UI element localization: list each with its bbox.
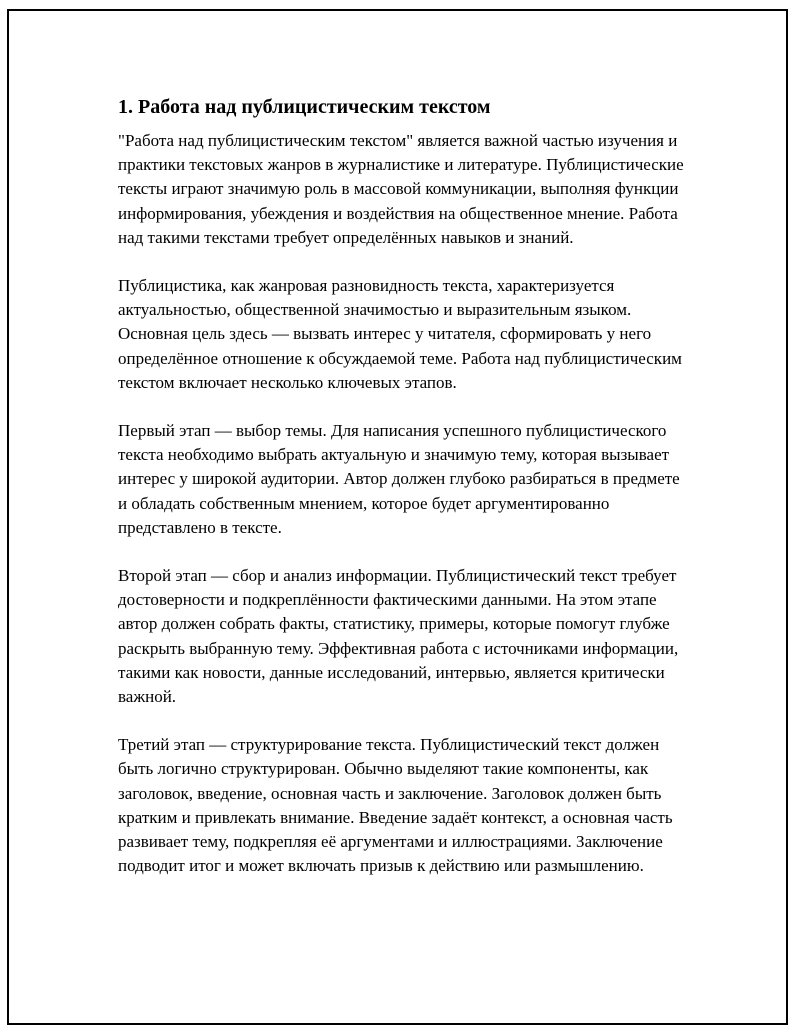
paragraph-stage-three: Третий этап — структурирование текста. Публицистический текст должен быть логично структурирован. Обычно выделяют такие компоненты, как заголовок, введение, основная часть и заключение. Заголовок должен быть кратким и привлекать внимание. Введение задаёт контекст, а основная часть развивает тему, подкрепляя её аргументами и иллюстрациями. Заключение подводит итог и может включать призыв к действию или размышлению.	[118, 735, 673, 876]
paragraph-intro: "Работа над публицистическим текстом" является важной частью изучения и практики текстовых жанров в журналистике и литературе. Публицистические тексты играют значимую роль в массовой коммуникации, выполняя функции информирования, убеждения и воздействия на общественное мнение. Работа над такими текстами требует определённых навыков и знаний.	[118, 131, 684, 247]
paragraph-stage-two: Второй этап — сбор и анализ информации. Публицистический текст требует достоверности и подкреплённости фактическими данными. На этом этапе автор должен собрать факты, статистику, примеры, которые помогут глубже раскрыть выбранную тему. Эффективная работа с источниками информации, такими как новости, данные исследований, интервью, является критически важной.	[118, 566, 679, 707]
document-body	[118, 94, 693, 878]
paragraph-definition: Публицистика, как жанровая разновидность текста, характеризуется актуальностью, общественной значимостью и выразительным языком. Основная цель здесь — вызвать интерес у читателя, сформировать у него определённое отношение к обсуждаемой теме. Работа над публицистическим текстом включает несколько ключевых этапов.	[118, 276, 682, 392]
section-heading: 1. Работа над публицистическим текстом	[118, 96, 491, 118]
paragraph-stage-one: Первый этап — выбор темы. Для написания успешного публицистического текста необходимо выбрать актуальную и значимую тему, которая вызывает интерес у широкой аудитории. Автор должен глубоко разбираться в предмете и обладать собственным мнением, которое будет аргументированно представлено в тексте.	[118, 421, 680, 537]
